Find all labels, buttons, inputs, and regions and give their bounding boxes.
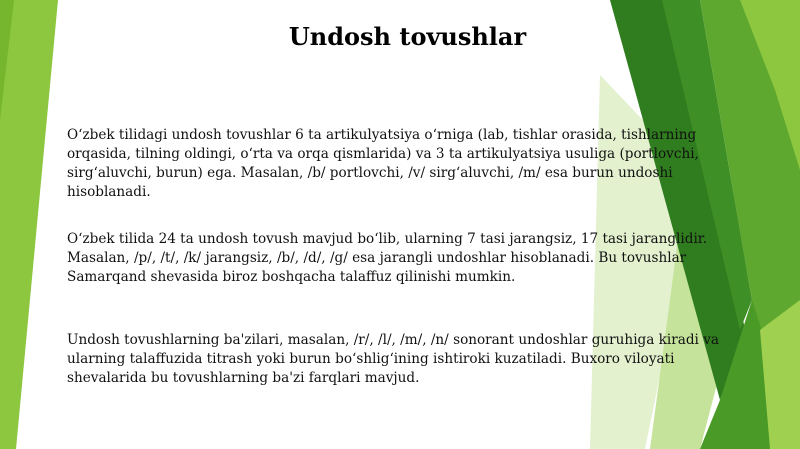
paragraph-line: O‘zbek tilida 24 ta undosh tovush mavjud bo‘lib, ularning 7 tasi jarangsiz, 17 tasi jaranglidir. — [67, 231, 708, 247]
paragraph-line: shevalarida bu tovushlarning ba'zi farqlari mavjud. — [67, 370, 420, 386]
left-green-band — [0, 0, 58, 449]
paragraph-line: orqasida, tilning oldingi, o‘rta va orqa qismlarida) va 3 ta artikulyatsiya usuliga (portlovchi, — [67, 146, 699, 162]
paragraph-line: Samarqand shevasida biroz boshqacha talaffuz qilinishi mumkin. — [67, 269, 516, 285]
paragraph-sonorants — [67, 331, 747, 388]
paragraph-line: hisoblanadi. — [67, 184, 151, 200]
slide-title: Undosh tovushlar — [288, 22, 527, 51]
paragraph-articulation — [67, 126, 747, 202]
paragraph-line: O‘zbek tilidagi undosh tovushlar 6 ta artikulyatsiya o‘rniga (lab, tishlar orasida, tishlarning — [67, 127, 697, 143]
paragraph-line: ularning talaffuzida titrash yoki burun bo‘shlig‘ining ishtiroki kuzatiladi. Buxoro viloyati — [67, 351, 675, 367]
paragraph-voicing — [67, 230, 747, 287]
paragraph-line: Undosh tovushlarning ba'zilari, masalan, /r/, /l/, /m/, /n/ sonorant undoshlar guruhiga kiradi va — [67, 332, 720, 348]
paragraph-line: sirg‘aluvchi, burun) ega. Masalan, /b/ portlovchi, /v/ sirg‘aluvchi, /m/ esa burun undoshi — [67, 165, 673, 181]
paragraph-line: Masalan, /p/, /t/, /k/ jarangsiz, /b/, /d/, /g/ esa jarangli undoshlar hisoblanadi. Bu tovushlar — [67, 250, 687, 266]
